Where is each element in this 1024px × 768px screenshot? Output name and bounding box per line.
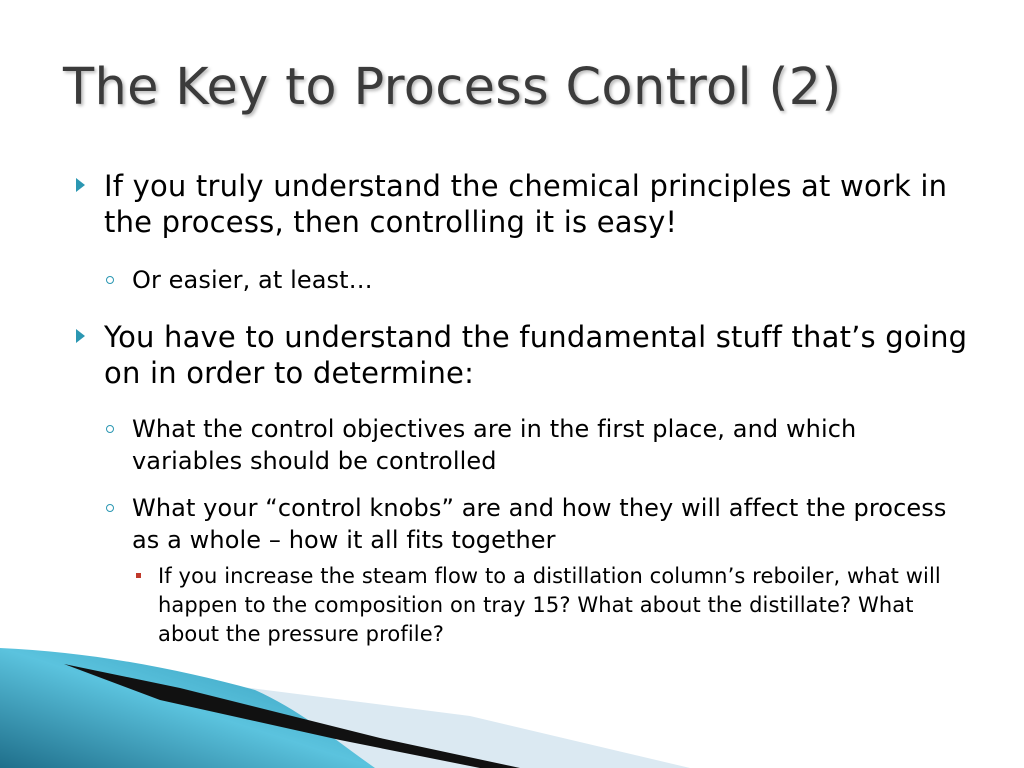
slide-title: The Key to Process Control (2)	[63, 58, 842, 117]
sub-sub-bullet-text: If you increase the steam flow to a distillation column’s reboiler, what will happen to the composition on tray 15? What about the distillate? What about the pressure profile?	[158, 564, 941, 646]
sub-bullet-text: Or easier, at least…	[132, 266, 373, 294]
bullet-text: If you truly understand the chemical principles at work in the process, then controlling it is easy!	[104, 169, 948, 239]
sub-bullet-text: What your “control knobs” are and how they will affect the process as a whole – how it all fits together	[132, 494, 947, 554]
sub-bullet-text: What the control objectives are in the first place, and which variables should be controlled	[132, 415, 857, 475]
bullet-text: You have to understand the fundamental stuff that’s going on in order to determine:	[104, 320, 968, 390]
